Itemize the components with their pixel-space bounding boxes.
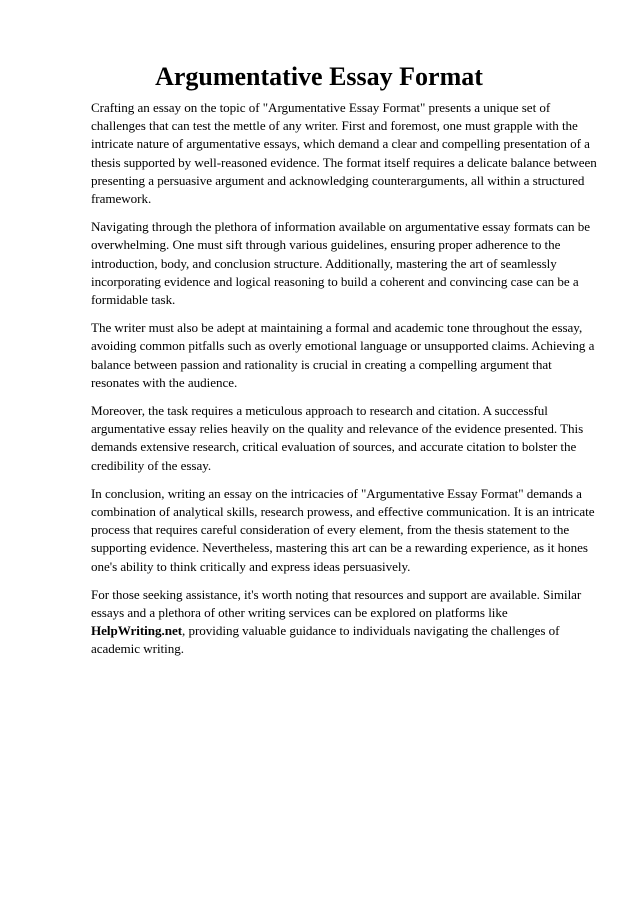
assistance-text-after: , providing valuable guidance to individuals navigating the challenges of academic writing. [91, 623, 560, 657]
paragraph-intro: Crafting an essay on the topic of "Argumentative Essay Format" presents a unique set of challenges that can test the mettle of any writer. First and foremost, one must grapple with the intricate nature of argumentative essays, which demand a clear and compelling presentation of a thesis supported by well-reasoned evidence. The format itself requires a delicate balance between presenting a persuasive argument and acknowledging counterarguments, all within a structured framework. [91, 100, 597, 207]
paragraph-assistance [91, 586, 597, 659]
assistance-text-before: For those seeking assistance, it's worth noting that resources and support are available. Similar essays and a plethora of other writing services can be explored on platforms like [91, 586, 582, 621]
paragraph-conclusion: In conclusion, writing an essay on the intricacies of "Argumentative Essay Format" demands a combination of analytical skills, research prowess, and effective communication. It is an intricate process that requires careful consideration of every element, from the thesis statement to the supporting evidence. Nevertheless, mastering this art can be a rewarding experience, as it hones one's ability to think critically and express ideas persuasively. [91, 485, 595, 574]
page-title: Argumentative Essay Format [155, 62, 483, 91]
paragraph-tone: The writer must also be adept at maintaining a formal and academic tone throughout the essay, avoiding common pitfalls such as overly emotional language or unsupported claims. Achieving a balance between passion and rationality is crucial in creating a compelling argument that resonates with the audience. [91, 320, 595, 390]
essay-body [91, 99, 597, 669]
paragraph-research: Moreover, the task requires a meticulous approach to research and citation. A successful argumentative essay relies heavily on the quality and relevance of the evidence presented. This demands extensive research, critical evaluation of sources, and accurate citation to bolster the credibility of the essay. [91, 403, 584, 473]
helpwriting-link[interactable]: HelpWriting.net [91, 623, 183, 639]
paragraph-navigating: Navigating through the plethora of information available on argumentative essay formats can be overwhelming. One must sift through various guidelines, ensuring proper adherence to the introduction, body, and conclusion structure. Additionally, mastering the art of seamlessly incorporating evidence and logical reasoning to build a coherent and convincing case can be a formidable task. [91, 219, 591, 308]
